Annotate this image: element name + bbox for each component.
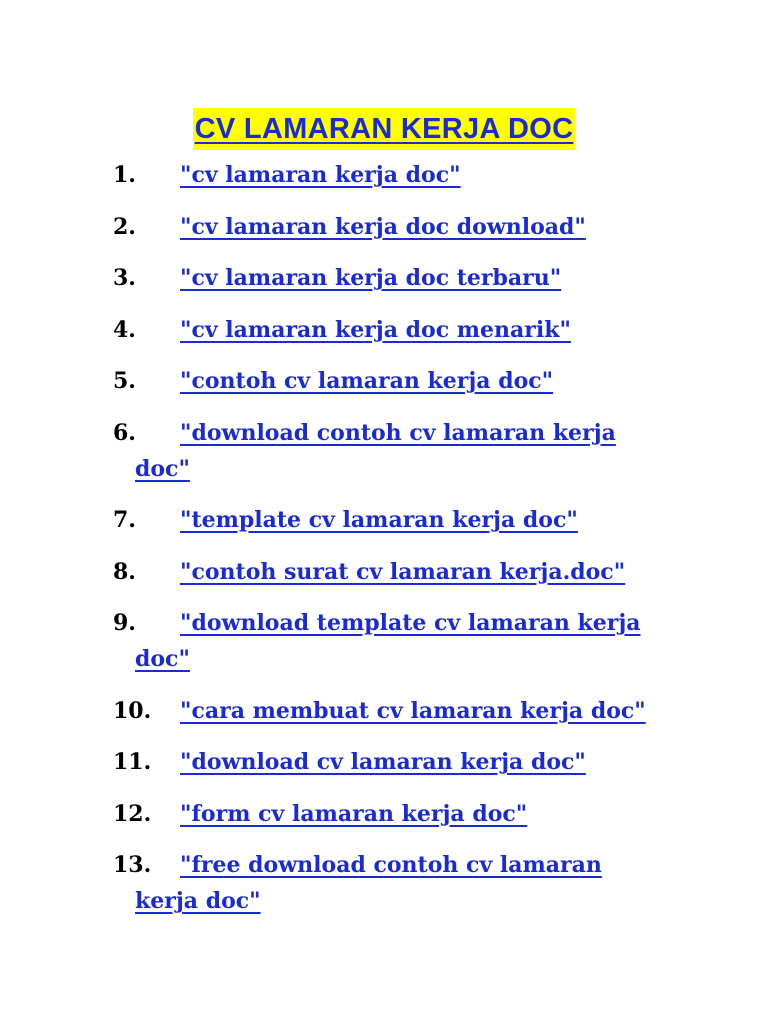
item-link-continued[interactable]: doc"	[135, 646, 190, 672]
list-item	[113, 414, 673, 488]
item-number: 4.	[113, 316, 136, 343]
list-item	[113, 208, 673, 246]
list-item	[113, 553, 673, 591]
item-number: 6.	[113, 419, 136, 446]
item-link[interactable]: "form cv lamaran kerja doc"	[180, 800, 528, 827]
item-link[interactable]: "cv lamaran kerja doc menarik"	[180, 316, 571, 343]
list-item	[113, 311, 673, 349]
item-number: 2.	[113, 213, 136, 240]
item-link[interactable]: "download contoh cv lamaran kerja	[180, 419, 616, 446]
item-number: 7.	[113, 507, 136, 533]
item-number: 5.	[113, 368, 136, 394]
item-number: 8.	[113, 558, 136, 585]
item-number: 3.	[113, 265, 136, 291]
list-item	[113, 692, 673, 730]
item-number: 1.	[113, 162, 136, 188]
item-link[interactable]: "download cv lamaran kerja doc"	[180, 749, 586, 775]
list-item	[113, 604, 673, 678]
item-number: 12.	[113, 800, 152, 827]
keyword-list	[113, 156, 673, 934]
item-link[interactable]: "template cv lamaran kerja doc"	[180, 507, 578, 533]
list-item	[113, 156, 673, 194]
item-number: 11.	[113, 749, 152, 775]
item-link[interactable]: "cv lamaran kerja doc"	[180, 162, 461, 188]
item-link[interactable]: "free download contoh cv lamaran	[180, 852, 602, 878]
item-link[interactable]: "download template cv lamaran kerja	[180, 610, 641, 636]
item-link[interactable]: "cv lamaran kerja doc terbaru"	[180, 265, 562, 291]
document-title: CV LAMARAN KERJA DOC	[193, 108, 576, 150]
item-link-continued[interactable]: kerja doc"	[135, 888, 261, 914]
list-item	[113, 795, 673, 833]
item-link-continued[interactable]: doc"	[135, 455, 190, 482]
item-link[interactable]: "contoh surat cv lamaran kerja.doc"	[180, 558, 626, 585]
item-link[interactable]: "cara membuat cv lamaran kerja doc"	[180, 697, 646, 724]
item-link[interactable]: "contoh cv lamaran kerja doc"	[180, 368, 554, 394]
item-number: 13.	[113, 852, 152, 878]
item-number: 10.	[113, 697, 152, 724]
list-item	[113, 501, 673, 539]
item-number: 9.	[113, 610, 136, 636]
list-item	[113, 259, 673, 297]
title-container	[0, 108, 768, 150]
list-item	[113, 743, 673, 781]
list-item	[113, 362, 673, 400]
item-link[interactable]: "cv lamaran kerja doc download"	[180, 213, 586, 240]
list-item	[113, 846, 673, 920]
